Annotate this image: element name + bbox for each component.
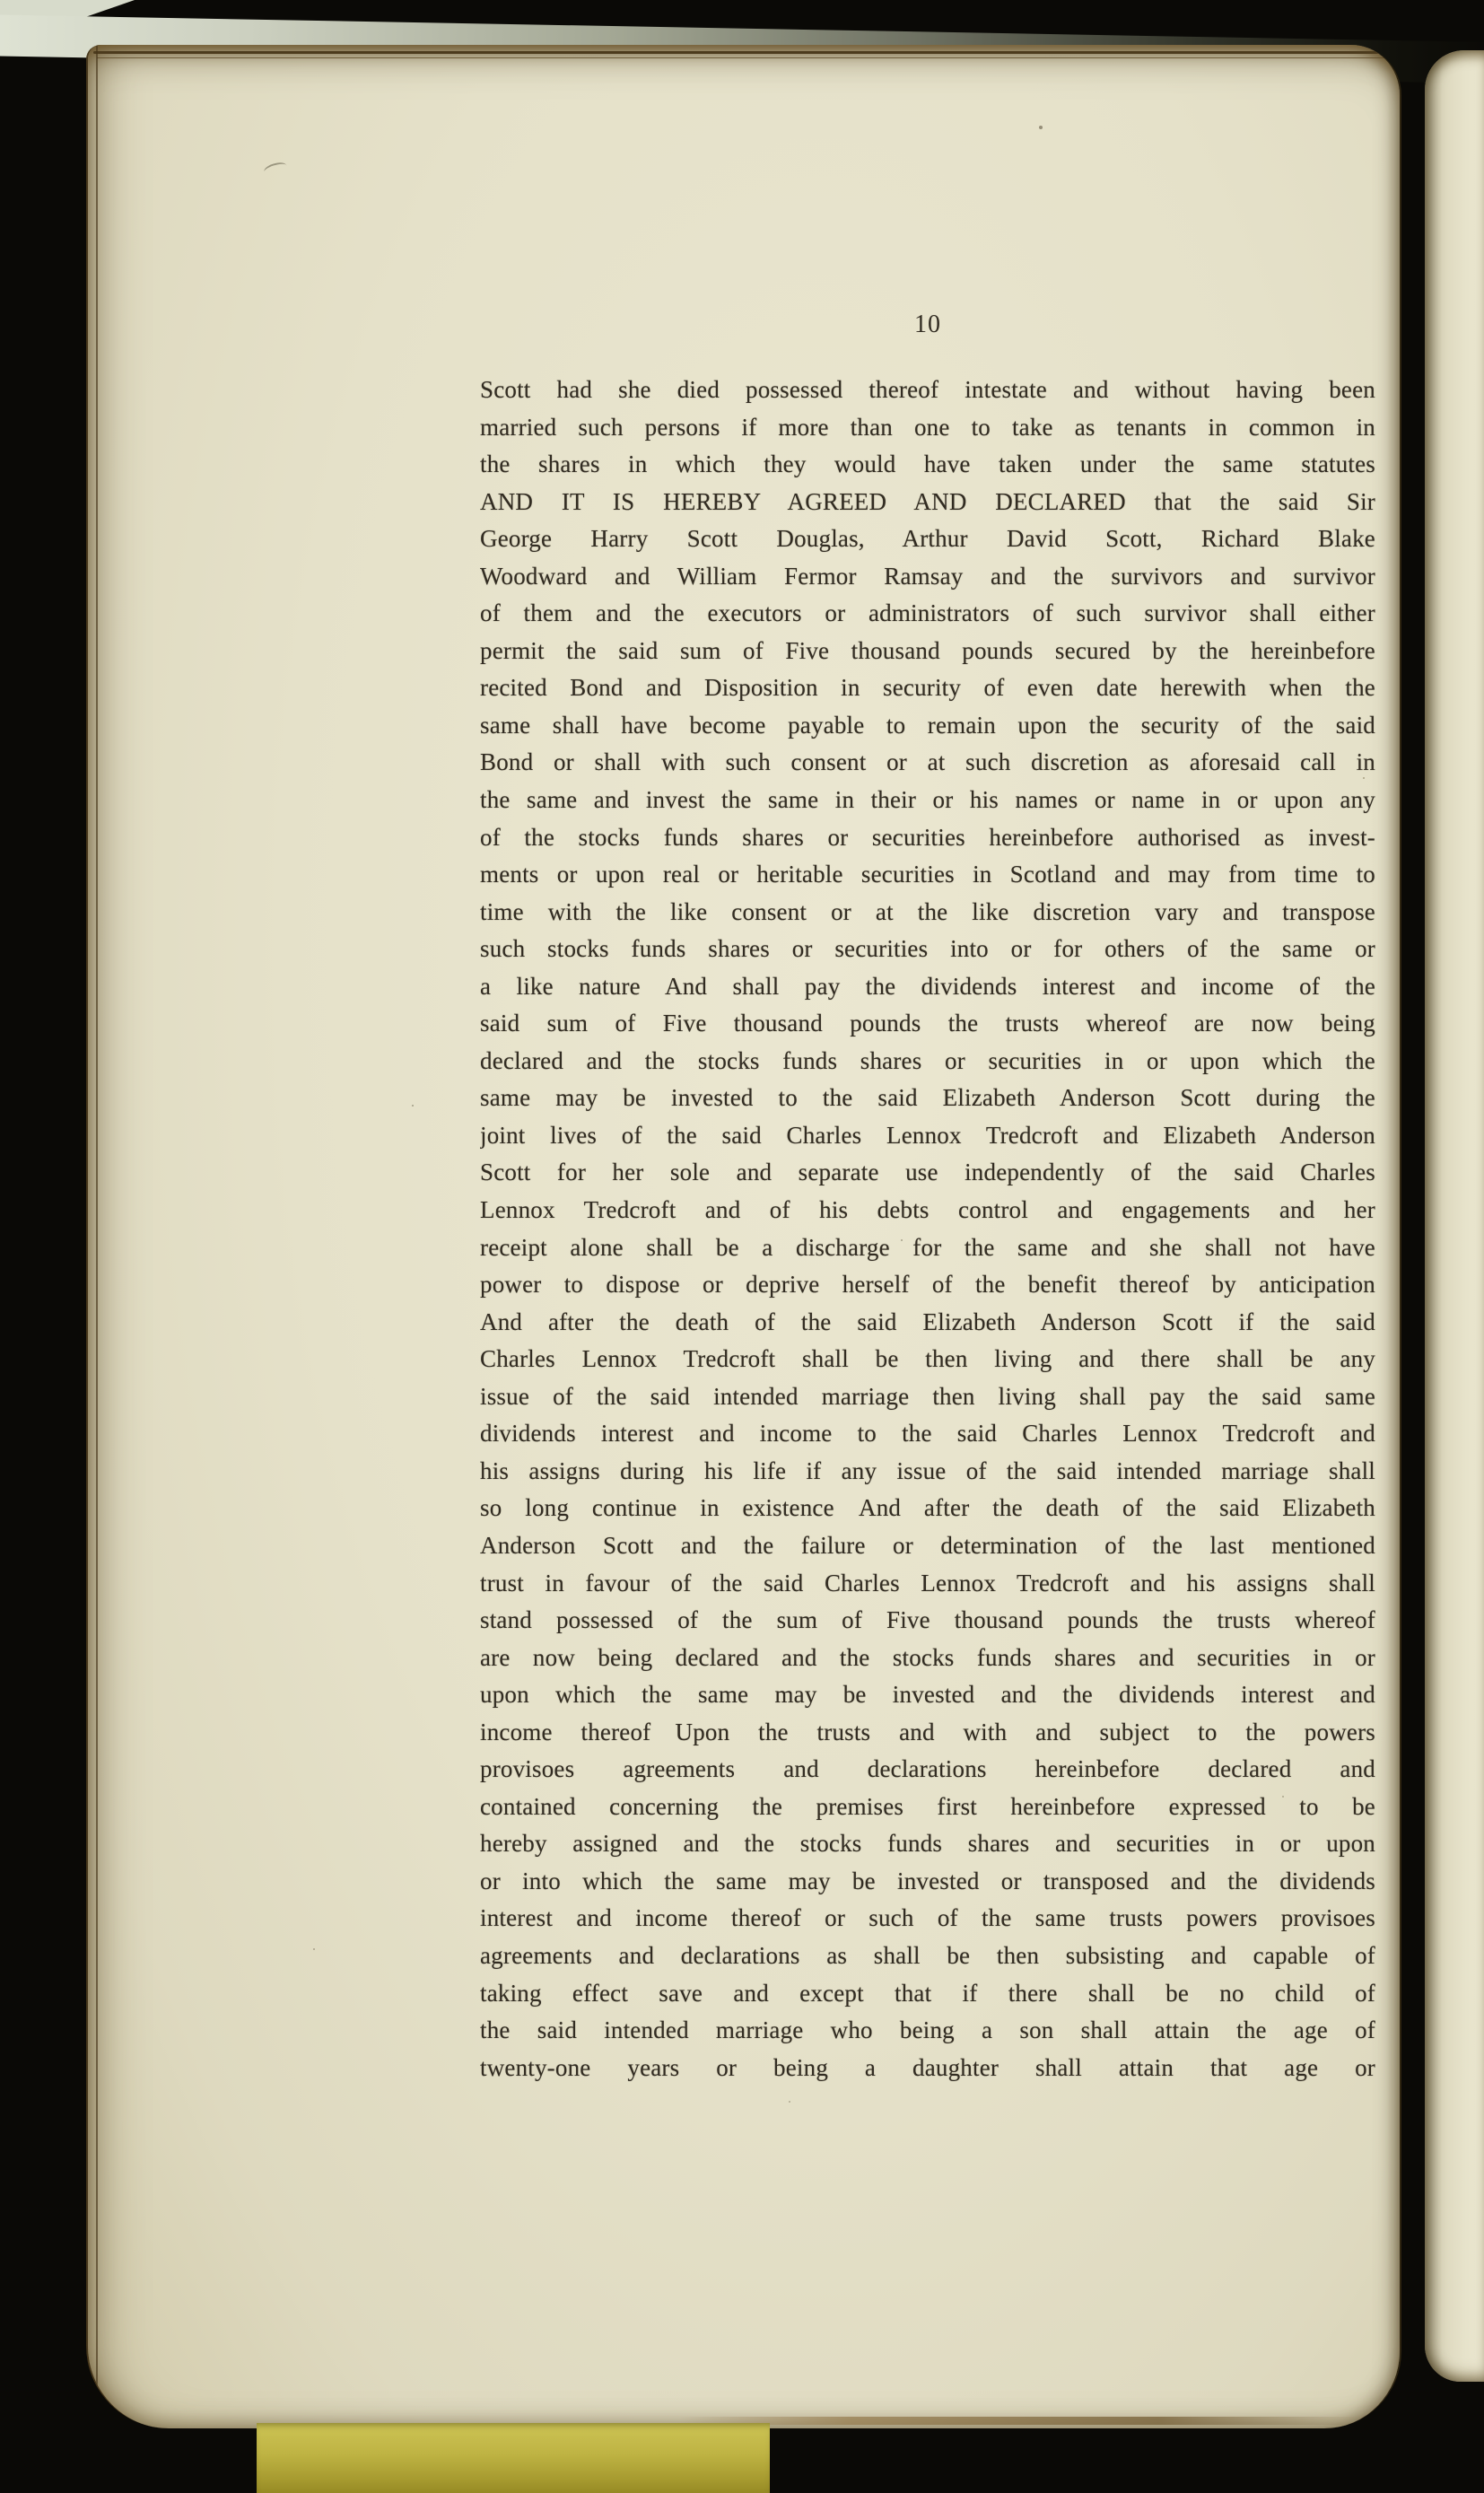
text-line: Charles Lennox Tredcroft shall be then living and there shall be any (480, 1345, 1375, 1373)
text-line: ments or upon real or heritable securities in Scotland and may from time to (480, 861, 1375, 888)
page-text-block (480, 372, 1375, 2086)
text-line: said sum of Five thousand pounds the trusts whereof are now being (480, 1010, 1375, 1037)
text-line: same may be invested to the said Elizabeth Anderson Scott during the (480, 1084, 1375, 1112)
text-line: provisoes agreements and declarations hereinbefore declared and (480, 1755, 1375, 1783)
text-line: such stocks funds shares or securities into or for others of the same or (480, 935, 1375, 963)
text-line: of the stocks funds shares or securities hereinbefore authorised as invest- (480, 823, 1375, 851)
text-line: are now being declared and the stocks funds shares and securities in or (480, 1643, 1375, 1671)
text-line: Lennox Tredcroft and of his debts control and engagements and her (480, 1196, 1375, 1224)
text-line: AND IT IS HEREBY AGREED AND DECLARED that the said Sir (480, 487, 1375, 515)
page-number: 10 (914, 311, 941, 338)
book-gutter-binding (0, 43, 88, 2434)
page-gutter-edge-line (96, 45, 98, 2428)
text-line: Anderson Scott and the failure or determination of the last mentioned (480, 1531, 1375, 1559)
text-line: issue of the said intended marriage then living shall pay the said same (480, 1382, 1375, 1410)
page-top-edge-line (93, 51, 1392, 54)
text-line: the same and invest the same in their or his names or name in or upon any (480, 786, 1375, 814)
text-line: joint lives of the said Charles Lennox Tredcroft and Elizabeth Anderson (480, 1121, 1375, 1149)
text-line: interest and income thereof or such of the same trusts powers provisoes (480, 1904, 1375, 1932)
book-page (86, 45, 1401, 2428)
text-line: declared and the stocks funds shares or securities in or upon which the (480, 1046, 1375, 1074)
text-line: power to dispose or deprive herself of the benefit thereof by anticipation (480, 1271, 1375, 1299)
text-line: of them and the executors or administrators of such survivor shall either (480, 599, 1375, 627)
text-line: same shall have become payable to remain upon the security of the said (480, 711, 1375, 739)
text-line: upon which the same may be invested and the dividends interest and (480, 1681, 1375, 1709)
text-line: income thereof Upon the trusts and with and subject to the powers (480, 1718, 1375, 1745)
text-line: so long continue in existence And after the death of the said Elizabeth (480, 1494, 1375, 1522)
pencil-mark (263, 160, 288, 177)
text-line: Scott had she died possessed thereof intestate and without having been (480, 376, 1375, 403)
text-line: receipt alone shall be a discharge for the same and she shall not have (480, 1233, 1375, 1261)
text-line: agreements and declarations as shall be then subsisting and capable of (480, 1941, 1375, 1969)
page-bottom-deckle-edge (680, 2417, 1364, 2425)
text-line: contained concerning the premises first hereinbefore expressed to be (480, 1792, 1375, 1820)
text-line: twenty-one years or being a daughter shall attain that age or (480, 2053, 1375, 2081)
text-line: trust in favour of the said Charles Lennox Tredcroft and his assigns shall (480, 1569, 1375, 1596)
text-line: Bond or shall with such consent or at such discretion as aforesaid call in (480, 748, 1375, 776)
text-line: dividends interest and income to the said Charles Lennox Tredcroft and (480, 1420, 1375, 1448)
paper-speckles (88, 45, 92, 48)
text-line: Woodward and William Fermor Ramsay and the survivors and survivor (480, 562, 1375, 590)
text-line: married such persons if more than one to take as tenants in common in (480, 413, 1375, 441)
text-line: Scott for her sole and separate use independently of the said Charles (480, 1159, 1375, 1186)
text-line: a like nature And shall pay the dividends interest and income of the (480, 972, 1375, 1000)
text-line: recited Bond and Disposition in security of even date herewith when the (480, 674, 1375, 702)
inserted-slip (257, 2423, 770, 2493)
text-line: the said intended marriage who being a son shall attain the age of (480, 2016, 1375, 2044)
text-line: time with the like consent or at the like discretion vary and transpose (480, 897, 1375, 925)
page-top-edge-line-thin (97, 57, 1389, 58)
text-line: his assigns during his life if any issue of the said intended marriage shall (480, 1456, 1375, 1484)
text-line: permit the said sum of Five thousand pounds secured by the hereinbefore (480, 636, 1375, 664)
text-line: or into which the same may be invested or transposed and the dividends (480, 1867, 1375, 1894)
text-line: And after the death of the said Elizabeth Anderson Scott if the said (480, 1308, 1375, 1335)
text-line: stand possessed of the sum of Five thousand pounds the trusts whereof (480, 1606, 1375, 1634)
text-line: taking effect save and except that if there shall be no child of (480, 1979, 1375, 2007)
text-line: George Harry Scott Douglas, Arthur David Scott, Richard Blake (480, 525, 1375, 553)
text-line: hereby assigned and the stocks funds shares and securities in or upon (480, 1830, 1375, 1858)
facing-page-edge (1425, 50, 1484, 2382)
text-line: the shares in which they would have taken under the same statutes (480, 450, 1375, 478)
